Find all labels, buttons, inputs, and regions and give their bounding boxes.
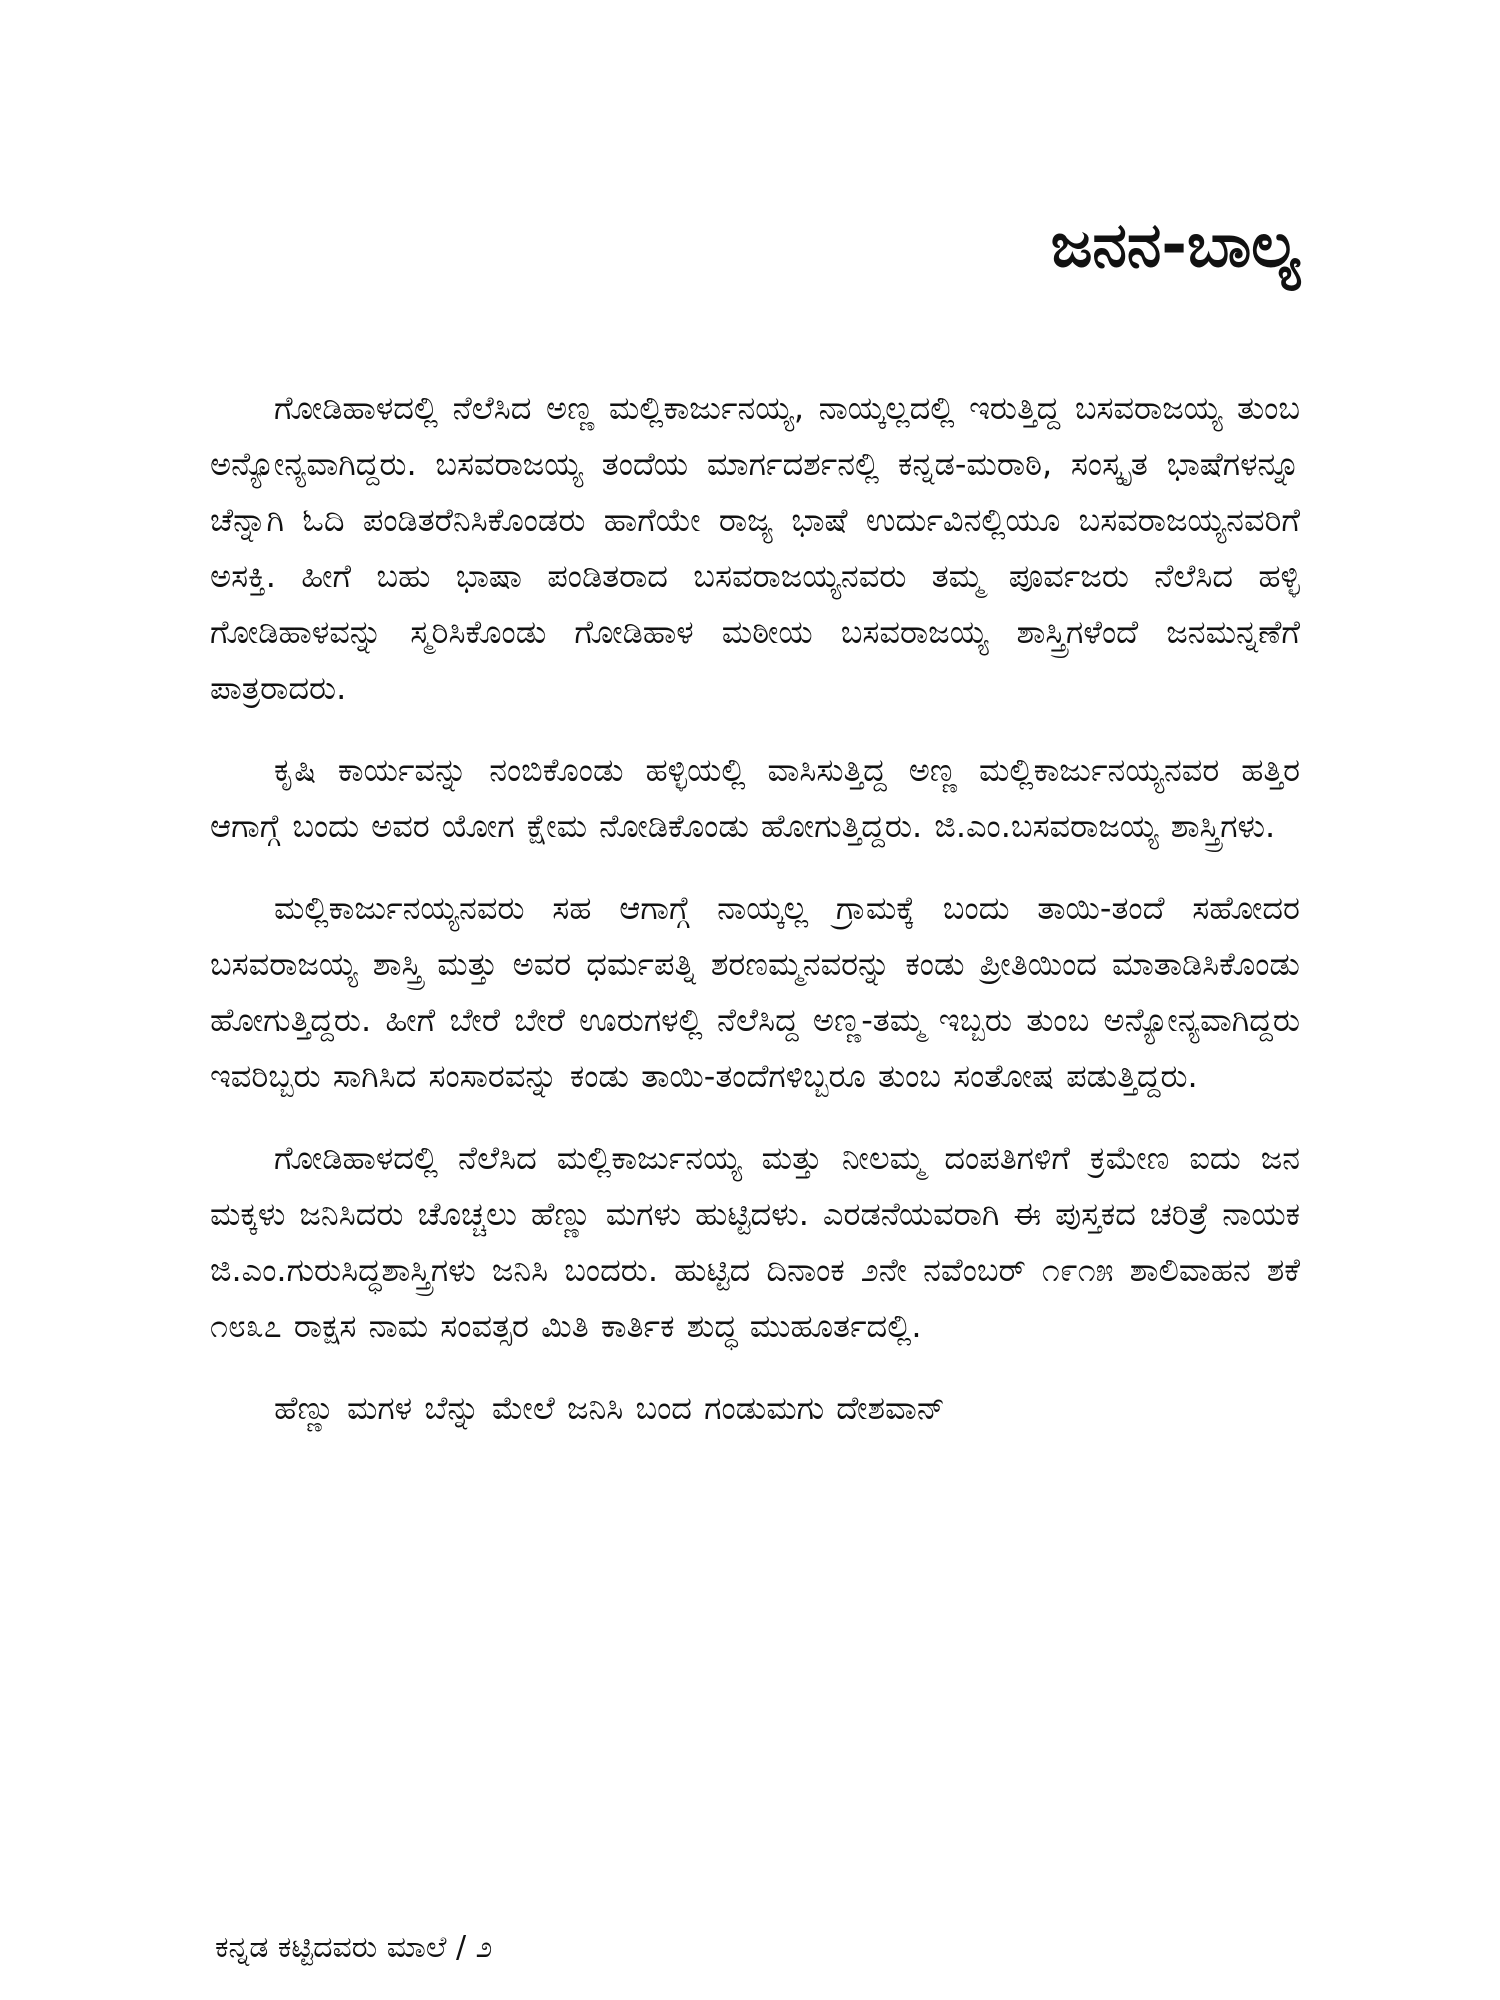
body-text xyxy=(210,380,1300,1436)
paragraph-1: ಗೋಡಿಹಾಳದಲ್ಲಿ ನೆಲೆಸಿದ ಅಣ್ಣ ಮಲ್ಲಿಕಾರ್ಜುನಯ್ಯ, ನಾಯ್ಕಲ್ಲದಲ್ಲಿ ಇರುತ್ತಿದ್ದ ಬಸವರಾಜಯ್ಯ ತುಂಬ ಅನ್ಯೋನ್ಯವಾಗಿದ್ದರು. ಬಸವರಾಜಯ್ಯ ತಂದೆಯ ಮಾರ್ಗದರ್ಶನಲ್ಲಿ ಕನ್ನಡ-ಮರಾಠಿ, ಸಂಸ್ಕೃತ ಭಾಷೆಗಳನ್ನೂ ಚೆನ್ನಾಗಿ ಓದಿ ಪಂಡಿತರೆನಿಸಿಕೊಂಡರು ಹಾಗೆಯೇ ರಾಜ್ಯ ಭಾಷೆ ಉರ್ದುವಿನಲ್ಲಿಯೂ ಬಸವರಾಜಯ್ಯನವರಿಗೆ ಅಸಕ್ತಿ. ಹೀಗೆ ಬಹು ಭಾಷಾ ಪಂಡಿತರಾದ ಬಸವರಾಜಯ್ಯನವರು ತಮ್ಮ ಪೂರ್ವಜರು ನೆಲೆಸಿದ ಹಳ್ಳಿ ಗೋಡಿಹಾಳವನ್ನು ಸ್ಮರಿಸಿಕೊಂಡು ಗೋಡಿಹಾಳ ಮಠೀಯ ಬಸವರಾಜಯ್ಯ ಶಾಸ್ತ್ರಿಗಳೆಂದೆ ಜನಮನ್ನಣೆಗೆ ಪಾತ್ರರಾದರು. xyxy=(210,389,1300,707)
chapter-title: ಜನನ-ಬಾಲ್ಯ xyxy=(1050,208,1300,281)
page-footer: ಕನ್ನಡ ಕಟ್ಟಿದವರು ಮಾಲೆ / ೨ xyxy=(215,1930,493,1965)
paragraph-3: ಮಲ್ಲಿಕಾರ್ಜುನಯ್ಯನವರು ಸಹ ಆಗಾಗ್ಗೆ ನಾಯ್ಕಲ್ಲ ಗ್ರಾಮಕ್ಕೆ ಬಂದು ತಾಯಿ-ತಂದೆ ಸಹೋದರ ಬಸವರಾಜಯ್ಯ ಶಾಸ್ತ್ರಿ ಮತ್ತು ಅವರ ಧರ್ಮಪತ್ನಿ ಶರಣಮ್ಮನವರನ್ನು ಕಂಡು ಪ್ರೀತಿಯಿಂದ ಮಾತಾಡಿಸಿಕೊಂಡು ಹೋಗುತ್ತಿದ್ದರು. ಹೀಗೆ ಬೇರೆ ಬೇರೆ ಊರುಗಳಲ್ಲಿ ನೆಲೆಸಿದ್ದ ಅಣ್ಣ-ತಮ್ಮ ಇಬ್ಬರು ತುಂಬ ಅನ್ಯೋನ್ಯವಾಗಿದ್ದರು ಇವರಿಬ್ಬರು ಸಾಗಿಸಿದ ಸಂಸಾರವನ್ನು ಕಂಡು ತಾಯಿ-ತಂದೆಗಳಿಬ್ಬರೂ ತುಂಬ ಸಂತೋಷ ಪಡುತ್ತಿದ್ದರು. xyxy=(210,889,1300,1095)
paragraph-4: ಗೋಡಿಹಾಳದಲ್ಲಿ ನೆಲೆಸಿದ ಮಲ್ಲಿಕಾರ್ಜುನಯ್ಯ ಮತ್ತು ನೀಲಮ್ಮ ದಂಪತಿಗಳಿಗೆ ಕ್ರಮೇಣ ಐದು ಜನ ಮಕ್ಕಳು ಜನಿಸಿದರು ಚೊಚ್ಚಲು ಹೆಣ್ಣು ಮಗಳು ಹುಟ್ಟಿದಳು. ಎರಡನೆಯವರಾಗಿ ಈ ಪುಸ್ತಕದ ಚರಿತ್ರೆ ನಾಯಕ ಜಿ.ಎಂ.ಗುರುಸಿದ್ಧಶಾಸ್ತ್ರಿಗಳು ಜನಿಸಿ ಬಂದರು. ಹುಟ್ಟಿದ ದಿನಾಂಕ ೨ನೇ ನವೆಂಬರ್ ೧೯೧೫ ಶಾಲಿವಾಹನ ಶಕೆ ೧೮೩೭ ರಾಕ್ಷಸ ನಾಮ ಸಂವತ್ಸರ ಮಿತಿ ಕಾರ್ತಿಕ ಶುದ್ಧ ಮುಹೂರ್ತದಲ್ಲಿ. xyxy=(210,1139,1300,1345)
paragraph-5: ಹೆಣ್ಣು ಮಗಳ ಬೆನ್ನು ಮೇಲೆ ಜನಿಸಿ ಬಂದ ಗಂಡುಮಗು ದೇಶವಾನ್ xyxy=(274,1389,945,1427)
paragraph-2: ಕೃಷಿ ಕಾರ್ಯವನ್ನು ನಂಬಿಕೊಂಡು ಹಳ್ಳಿಯಲ್ಲಿ ವಾಸಿಸುತ್ತಿದ್ದ ಅಣ್ಣ ಮಲ್ಲಿಕಾರ್ಜುನಯ್ಯನವರ ಹತ್ತಿರ ಆಗಾಗ್ಗೆ ಬಂದು ಅವರ ಯೋಗ ಕ್ಷೇಮ ನೋಡಿಕೊಂಡು ಹೋಗುತ್ತಿದ್ದರು. ಜಿ.ಎಂ.ಬಸವರಾಜಯ್ಯ ಶಾಸ್ತ್ರಿಗಳು. xyxy=(210,751,1300,845)
